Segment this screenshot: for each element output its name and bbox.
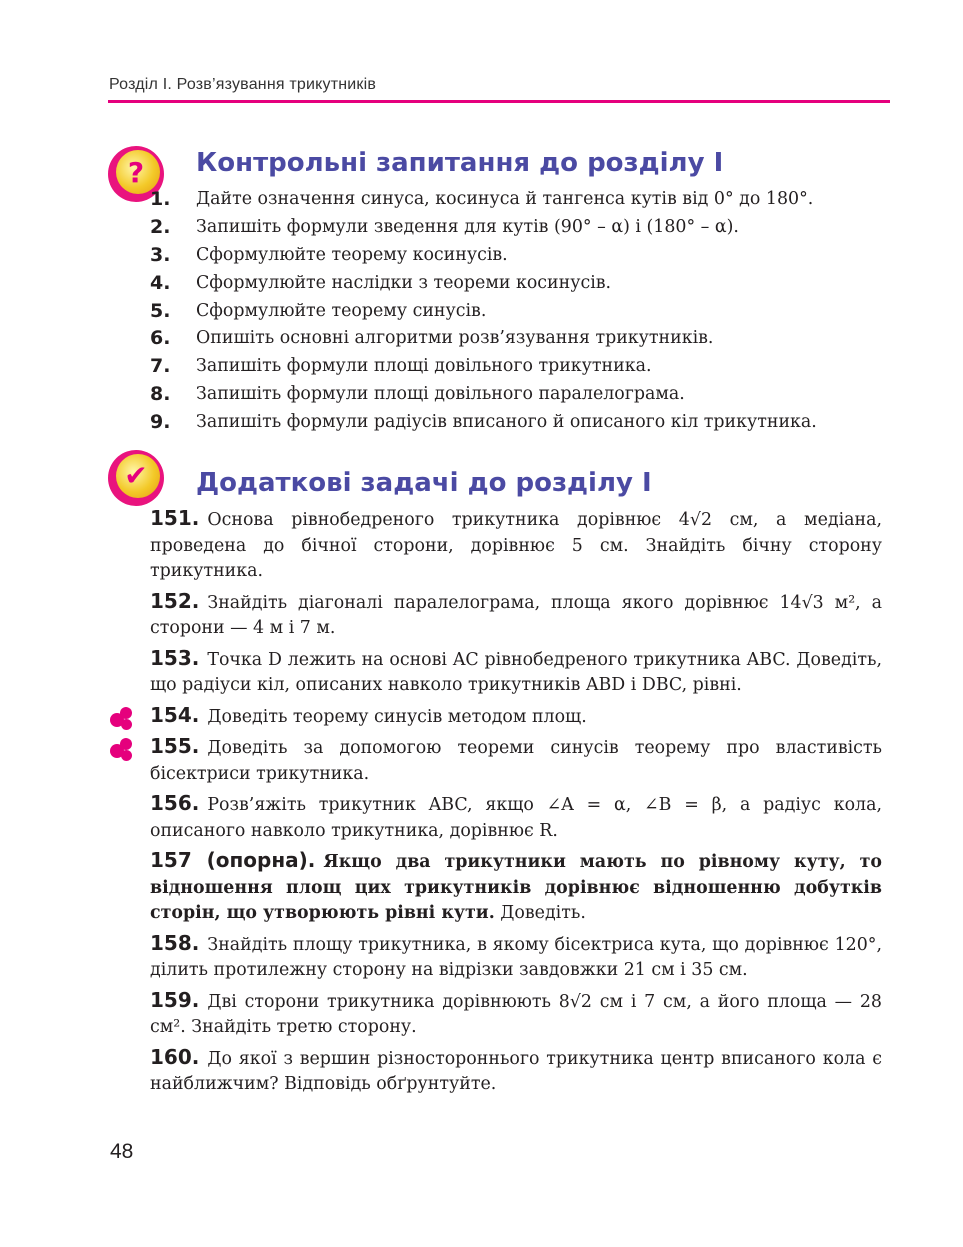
item-text: Запишіть формули зведення для кутів (90° – α) і (180° – α).: [196, 216, 739, 237]
problem-number: 153.: [150, 645, 200, 670]
item-number: 9.: [150, 411, 171, 434]
item-text: Запишіть формули площі довільного паралелограма.: [196, 384, 685, 405]
problem-text: Знайдіть площу трикутника, в якому бісектриса кута, що дорівнює 120°, ділить протилежну сторону на відрізки завдовжки 21 см і 35 см.: [150, 934, 882, 980]
question-mark-icon: ?: [108, 146, 164, 202]
list-item: [150, 186, 890, 214]
group-work-icon: [110, 738, 134, 762]
item-number: 6.: [150, 327, 171, 350]
problem-item: [150, 734, 882, 787]
problem-item: [150, 589, 882, 642]
problem-number: 152.: [150, 588, 200, 613]
item-number: 3.: [150, 243, 171, 266]
item-number: 4.: [150, 271, 171, 294]
list-item: [150, 298, 890, 326]
problem-item: [150, 506, 882, 585]
list-item: [150, 381, 890, 409]
item-text: Сформулюйте наслідки з теореми косинусів.: [196, 272, 612, 293]
list-item: [150, 214, 890, 242]
problems-list: [150, 506, 882, 1102]
problem-item: [150, 646, 882, 699]
problem-text: Точка D лежить на основі AC рівнобедреного трикутника ABC. Доведіть, що радіуси кіл, описаних навколо трикутників ABD і DBC, рівні.: [150, 649, 882, 695]
problem-item: [150, 1045, 882, 1098]
problem-number: 159.: [150, 987, 200, 1012]
item-text: Дайте означення синуса, косинуса й тангенса кутів від 0° до 180°.: [196, 189, 814, 209]
item-number: 5.: [150, 299, 171, 322]
problem-number: 160.: [150, 1044, 200, 1069]
list-item: [150, 325, 890, 353]
problem-text: Доведіть.: [500, 903, 586, 923]
problem-text: Основа рівнобедреного трикутника дорівнює 4√2 см, а медіана, проведена до бічної сторони, дорівнює 5 см. Знайдіть бічну сторону трикутника.: [150, 510, 882, 581]
item-text: Опишіть основні алгоритми розв’язування трикутників.: [196, 328, 714, 349]
questions-section-title: Контрольні запитання до розділу І: [196, 148, 724, 178]
theorem-statement: Якщо два трикутники мають по рівному куту, то відношення площ цих трикутників дорівнює відношенню добутків сторін, що утворюють рівні кути.: [150, 852, 882, 923]
list-item: [150, 353, 890, 381]
problem-text: Розв’яжіть трикутник ABC, якщо ∠A = α, ∠B = β, а радіус кола, описаного навколо трикутника, дорівнює R.: [150, 795, 882, 841]
problem-item: [150, 931, 882, 984]
list-item: [150, 409, 890, 437]
group-work-icon: [110, 707, 134, 731]
problem-text: До якої з вершин різностороннього трикутника центр вписаного кола є найближчим? Відповідь обґрунтуйте.: [150, 1048, 882, 1094]
problem-item: [150, 703, 882, 731]
item-number: 2.: [150, 215, 171, 238]
problem-item: [150, 848, 882, 927]
problem-number: 151.: [150, 506, 200, 530]
problem-number: 156.: [150, 791, 200, 815]
problem-text: Доведіть теорему синусів методом площ.: [207, 706, 587, 727]
problem-item: [150, 791, 882, 844]
running-title: Розділ І. Розв’язування трикутників: [109, 76, 377, 93]
questions-list: [150, 186, 890, 437]
problems-section-title: Додаткові задачі до розділу І: [196, 468, 652, 498]
item-text: Сформулюйте теорему синусів.: [196, 300, 487, 321]
item-text: Запишіть формули площі довільного трикутника.: [196, 356, 652, 377]
item-text: Сформулюйте теорему косинусів.: [196, 244, 508, 265]
problem-number: 155.: [150, 734, 200, 758]
problem-text: Дві сторони трикутника дорівнюють 8√2 см і 7 см, а його площа — 28 см². Знайдіть третю сторону.: [150, 991, 882, 1037]
list-item: [150, 242, 890, 270]
problem-number: 157 (опорна).: [150, 848, 316, 872]
problem-number: 158.: [150, 930, 200, 955]
problem-text: Знайдіть діагоналі паралелограма, площа якого дорівнює 14√3 м², а сторони — 4 м і 7 м.: [150, 592, 882, 638]
item-number: 7.: [150, 355, 171, 378]
item-text: Запишіть формули радіусів вписаного й описаного кіл трикутника.: [196, 412, 817, 433]
problem-item: [150, 988, 882, 1041]
checkmark-icon: ✔: [108, 450, 164, 506]
list-item: [150, 270, 890, 298]
header-rule: [108, 100, 890, 103]
page-number: 48: [110, 1140, 134, 1163]
item-number: 8.: [150, 383, 171, 406]
item-number: 1.: [150, 188, 171, 210]
problem-number: 154.: [150, 702, 200, 727]
problem-text: Доведіть за допомогою теореми синусів теорему про властивість бісектриси трикутника.: [150, 738, 882, 784]
